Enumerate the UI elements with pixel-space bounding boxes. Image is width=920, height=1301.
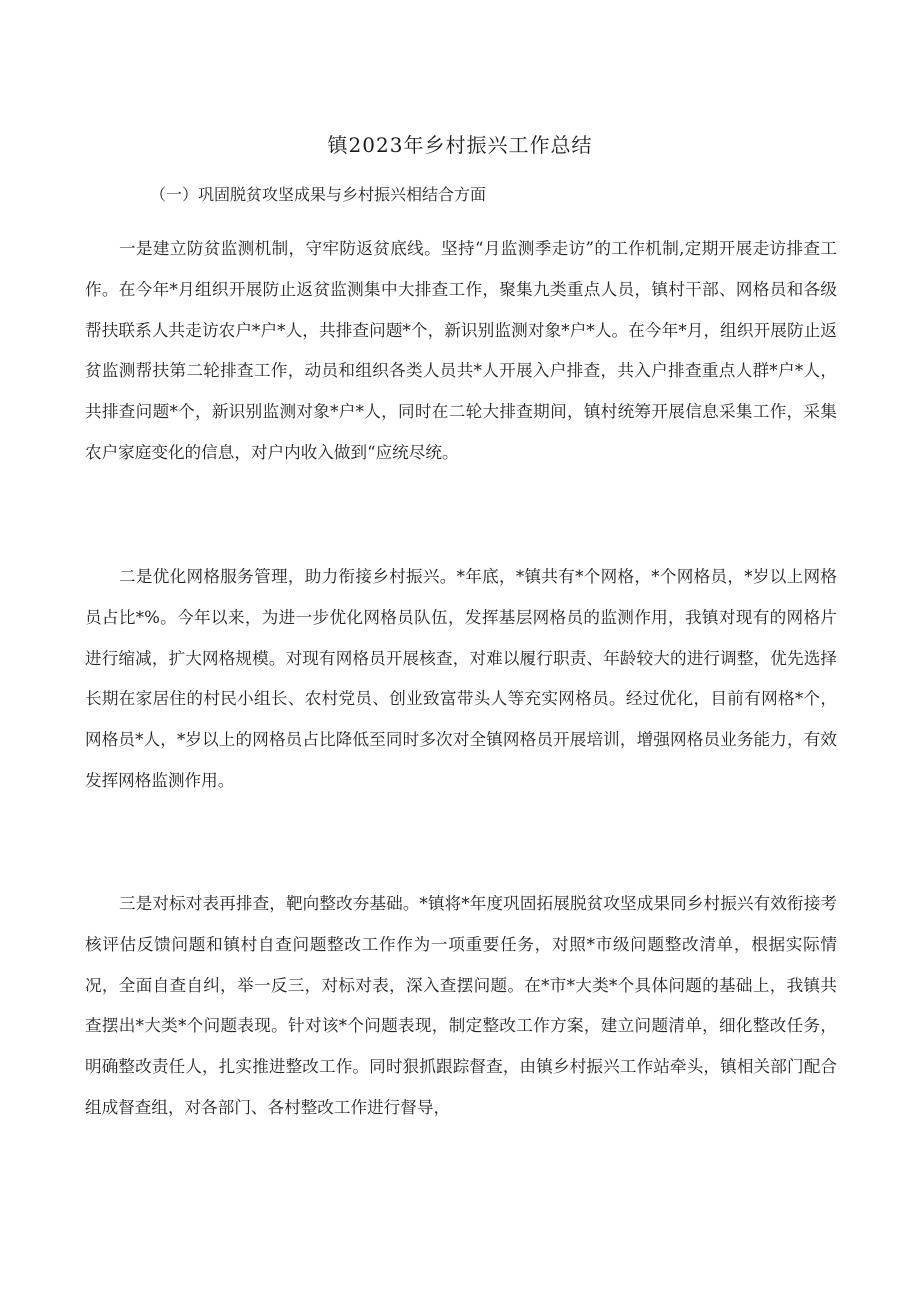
paragraph-poverty-monitoring: 一是建立防贫监测机制，守牢防返贫底线。坚持“月监测季走访”的工作机制,定期开展走访排查工作。在今年*月组织开展防止返贫监测集中大排查工作，聚集九类重点人员，镇村干部、网格员和各级帮扶联系人共走访农户*户*人，共排查问题*个，新识别监测对象*户*人。在今年*月，组织开展防止返贫监测帮扶第二轮排查工作，动员和组织各类人员共*人开展入户排查，共入户排查重点人群*户*人，共排查问题*个，新识别监测对象*户*人，同时在二轮大排查期间，镇村统筹开展信息采集工作，采集农户家庭变化的信息，对户内收入做到“应统尽统。 xyxy=(85,239,837,462)
section-heading: （一）巩固脱贫攻坚成果与乡村振兴相结合方面 xyxy=(150,185,487,204)
document-title: 镇2023年乡村振兴工作总结 xyxy=(327,133,593,157)
paragraph-rectification: 三是对标对表再排查，靶向整改夯基础。*镇将*年度巩固拓展脱贫攻坚成果同乡村振兴有效衔接考核评估反馈问题和镇村自查问题整改工作作为一项重要任务，对照*市级问题整改清单，根据实际情况，全面自查自纠，举一反三，对标对表，深入查摆问题。在*市*大类*个具体问题的基础上，我镇共查摆出*大类*个问题表现。针对该*个问题表现，制定整改工作方案，建立问题清单，细化整改任务，明确整改责任人，扎实推进整改工作。同时狠抓跟踪督查，由镇乡村振兴工作站牵头，镇相关部门配合组成督查组，对各部门、各村整改工作进行督导， xyxy=(85,894,837,1117)
paragraph-grid-management: 二是优化网格服务管理，助力衔接乡村振兴。*年底，*镇共有*个网格，*个网格员，*岁以上网格员占比*%。今年以来，为进一步优化网格员队伍，发挥基层网格员的监测作用，我镇对现有的网格片进行缩减，扩大网格规模。对现有网格员开展核查，对难以履行职责、年龄较大的进行调整，优先选择长期在家居住的村民小组长、农村党员、创业致富带头人等充实网格员。经过优化，目前有网格*个，网格员*人，*岁以上的网格员占比降低至同时多次对全镇网格员开展培训，增强网格员业务能力，有效发挥网格监测作用。 xyxy=(85,567,837,790)
